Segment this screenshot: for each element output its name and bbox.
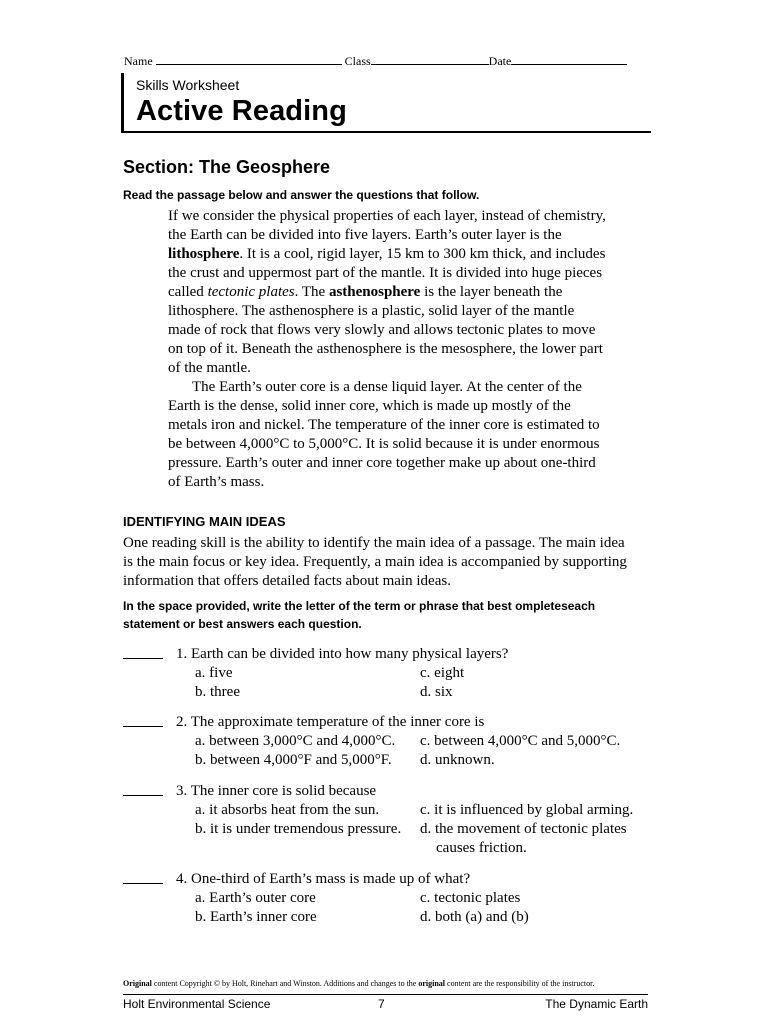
answer-blank-2[interactable] <box>123 726 163 727</box>
option-b: b. between 4,000°F and 5,000°F. <box>195 752 392 768</box>
option-c: c. eight <box>420 665 465 681</box>
term-lithosphere: lithosphere <box>168 246 240 262</box>
date-label: Date <box>488 54 512 68</box>
answer-blank-1[interactable] <box>123 658 163 659</box>
date-blank[interactable] <box>511 54 627 65</box>
class-label: Class <box>344 54 371 68</box>
page-title: Active Reading <box>136 95 347 127</box>
footer-book-title: Holt Environmental Science <box>123 997 271 1011</box>
footer-chapter-title: The Dynamic Earth <box>545 997 648 1011</box>
passage-paragraph-2: The Earth’s outer core is a dense liquid layer. At the center of the Earth is the dense, solid inner core, which is made up mostly of the metals iron and nickel. The temperature of the inner core is estimated to be between 4,000°C to 5,000°C. It is solid because it is under enormous pressure. Earth’s outer and inner core together make up about one-third of Earth’s mass. <box>168 379 600 490</box>
section-title: Section: The Geosphere <box>123 157 331 177</box>
option-c: c. between 4,000°C and 5,000°C. <box>420 733 621 749</box>
option-a: a. between 3,000°C and 4,000°C. <box>195 733 396 749</box>
page-number: 7 <box>378 997 385 1011</box>
question-stem: 1. Earth can be divided into how many physical layers? <box>176 646 509 662</box>
reading-passage <box>168 207 608 492</box>
question-stem: 2. The approximate temperature of the inner core is <box>176 714 485 730</box>
main-ideas-heading: IDENTIFYING MAIN IDEAS <box>123 514 286 529</box>
worksheet-type: Skills Worksheet <box>136 77 240 93</box>
class-blank[interactable] <box>371 54 489 65</box>
option-a: a. it absorbs heat from the sun. <box>195 802 380 818</box>
name-blank[interactable] <box>156 54 342 65</box>
copyright-note: Original content Copyright © by Holt, Rinehart and Winston. Additions and changes to the original content are the responsibility of the instructor. <box>123 979 595 988</box>
option-b: b. it is under tremendous pressure. <box>195 821 402 837</box>
question-stem: 4. One-third of Earth’s mass is made up of what? <box>176 871 471 887</box>
question-3 <box>123 782 653 862</box>
question-stem: 3. The inner core is solid because <box>176 783 377 799</box>
question-2 <box>123 713 653 773</box>
question-4 <box>123 870 653 930</box>
option-d-continued: causes friction. <box>436 840 527 856</box>
footer-divider <box>123 994 648 995</box>
main-ideas-body: One reading skill is the ability to identify the main idea of a passage. The main idea is the main focus or key idea. Frequently, a main idea is accompanied by supporting information that offers detailed facts about main ideas. <box>123 535 627 589</box>
option-c: c. tectonic plates <box>420 890 521 906</box>
answer-blank-3[interactable] <box>123 795 163 796</box>
option-a: a. Earth’s outer core <box>195 890 316 906</box>
passage-paragraph-1: If we consider the physical properties of each layer, instead of chemistry, the Earth can be divided into five layers. Earth’s outer layer is the lithosphere. It is a cool, rigid layer, 15 km to 300 km thick, and includes the crust and uppermost part of the mantle. It is divided into huge pieces called tectonic plates. The asthenosphere is the layer beneath the lithosphere. The asthenosphere is a plastic, solid layer of the mantle made of rock that flows very slowly and allows tectonic plates to move on top of it. Beneath the asthenosphere is the mesosphere, the lower part of the mantle. <box>168 208 606 376</box>
option-c: c. it is influenced by global arming. <box>420 802 634 818</box>
option-d: d. unknown. <box>420 752 495 768</box>
answer-blank-4[interactable] <box>123 883 163 884</box>
student-info-line <box>124 54 654 69</box>
term-tectonic-plates: tectonic plates <box>207 284 295 300</box>
option-d: d. both (a) and (b) <box>420 909 529 925</box>
option-d: d. the movement of tectonic plates <box>420 821 627 837</box>
question-1 <box>123 645 653 705</box>
option-d: d. six <box>420 684 453 700</box>
title-block <box>121 73 651 133</box>
option-b: b. Earth’s inner core <box>195 909 317 925</box>
option-b: b. three <box>195 684 240 700</box>
passage-instruction: Read the passage below and answer the questions that follow. <box>123 188 480 202</box>
questions-instruction: In the space provided, write the letter of the term or phrase that best ompleteseach statement or best answers each question. <box>123 599 596 631</box>
option-a: a. five <box>195 665 233 681</box>
term-asthenosphere: asthenosphere <box>328 284 421 300</box>
name-label: Name <box>124 54 153 68</box>
